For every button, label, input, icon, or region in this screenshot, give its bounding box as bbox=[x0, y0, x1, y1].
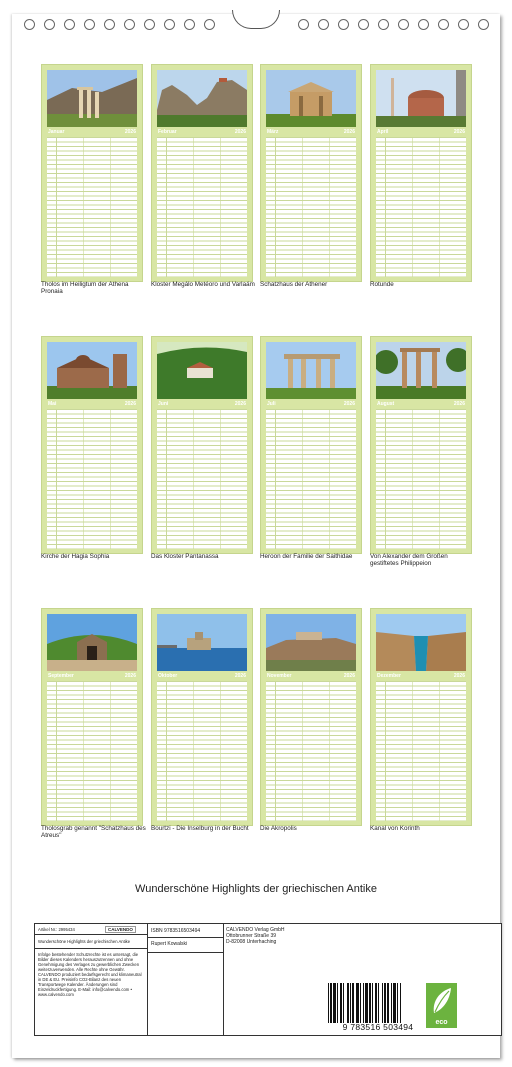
short-title: Wunderschöne Highlights der griechischen Antike bbox=[38, 939, 131, 944]
month-photo bbox=[157, 70, 247, 127]
binding-ring-icon bbox=[478, 19, 489, 30]
month-caption: Das Kloster Pantanassa bbox=[151, 553, 219, 560]
month-card-februar bbox=[151, 64, 253, 282]
month-year: 2026 bbox=[343, 129, 355, 135]
binding-ring-icon bbox=[104, 19, 115, 30]
eco-badge bbox=[426, 983, 457, 1028]
month-year: 2026 bbox=[453, 401, 465, 407]
month-card-dezember bbox=[370, 608, 472, 826]
author: Rupert Kowalski bbox=[151, 941, 188, 947]
month-photo bbox=[47, 614, 137, 671]
month-header bbox=[157, 129, 247, 136]
month-name: April bbox=[377, 129, 389, 135]
month-name: Oktober bbox=[158, 673, 178, 679]
month-header bbox=[266, 401, 356, 408]
month-photo bbox=[376, 614, 466, 671]
month-header bbox=[376, 129, 466, 136]
month-caption: Tholos im Heiligtum der Athena Pronaia bbox=[41, 281, 129, 296]
month-header bbox=[157, 401, 247, 408]
barcode-number: 9 783516 503494 bbox=[342, 1022, 414, 1032]
binding-ring-icon bbox=[318, 19, 329, 30]
binding-ring-icon bbox=[84, 19, 95, 30]
month-name: Mai bbox=[48, 401, 57, 407]
binding-ring-icon bbox=[44, 19, 55, 30]
publisher-street: Ottobrunner Straße 39 bbox=[226, 933, 277, 939]
day-grid bbox=[266, 409, 356, 549]
month-card-november bbox=[260, 608, 362, 826]
month-card-april bbox=[370, 64, 472, 282]
month-photo bbox=[266, 614, 356, 671]
publisher-logo: CALVENDO bbox=[105, 926, 136, 933]
binding-ring-icon bbox=[24, 19, 35, 30]
month-photo bbox=[376, 70, 466, 127]
binding-ring-icon bbox=[458, 19, 469, 30]
month-caption: Die Akropolis bbox=[260, 825, 297, 832]
month-caption: Bourtzi - Die Inselburg in der Bucht bbox=[151, 825, 249, 832]
binding-ring-icon bbox=[438, 19, 449, 30]
month-card-juli bbox=[260, 336, 362, 554]
calendar-title: Wunderschöne Highlights der griechischen Antike bbox=[135, 883, 377, 895]
month-caption: Kanal von Korinth bbox=[370, 825, 420, 832]
month-caption: Heroon der Familie der Saithidae bbox=[260, 553, 353, 560]
day-grid bbox=[157, 681, 247, 821]
binding-ring-icon bbox=[338, 19, 349, 30]
month-photo bbox=[47, 342, 137, 399]
month-header bbox=[157, 673, 247, 680]
month-header bbox=[376, 401, 466, 408]
month-year: 2026 bbox=[234, 673, 246, 679]
month-caption: Schatzhaus der Athener bbox=[260, 281, 328, 288]
binding-ring-icon bbox=[124, 19, 135, 30]
month-header bbox=[47, 129, 137, 136]
month-card-september bbox=[41, 608, 143, 826]
month-name: Juli bbox=[267, 401, 276, 407]
binding-ring-icon bbox=[358, 19, 369, 30]
month-caption: Von Alexander dem Großen gestiftetes Philippeion bbox=[370, 553, 448, 568]
month-card-januar bbox=[41, 64, 143, 282]
eco-label: eco bbox=[435, 1019, 448, 1026]
legal-text: Infolge bestehender Schutzrechte ist es untersagt, die Bilder dieses Kalenders herauszutrennen und ohne Genehmigung des Verlages zu gewerblichen Zwecken weiterzuverwenden. Alle Rechte ohne Gewähr. CALVENDO produziert bedarfsgerecht und klimaneutral in DE & EU. Preisinfo CO2-Bilanz des neuen Transportwege Kalender. Änderungen sind Einzeldruckfertigung. E-Mail: info@calvendo.com • www.calvendo.com bbox=[38, 952, 142, 997]
month-year: 2026 bbox=[234, 129, 246, 135]
binding-ring-icon bbox=[204, 19, 215, 30]
month-photo bbox=[266, 342, 356, 399]
month-card-august bbox=[370, 336, 472, 554]
month-name: Januar bbox=[48, 129, 65, 135]
month-header bbox=[266, 129, 356, 136]
month-year: 2026 bbox=[453, 129, 465, 135]
day-grid bbox=[47, 681, 137, 821]
hanger-hook bbox=[232, 10, 280, 29]
month-name: Juni bbox=[158, 401, 169, 407]
month-year: 2026 bbox=[343, 401, 355, 407]
month-name: März bbox=[267, 129, 279, 135]
month-caption: Kloster Megálo Metéoro und Varlaám bbox=[151, 281, 255, 288]
month-photo bbox=[376, 342, 466, 399]
leaf-icon bbox=[426, 983, 457, 1019]
day-grid bbox=[157, 137, 247, 277]
spiral-binding bbox=[0, 8, 512, 34]
month-name: Februar bbox=[158, 129, 177, 135]
month-photo bbox=[266, 70, 356, 127]
binding-ring-icon bbox=[164, 19, 175, 30]
binding-ring-icon bbox=[184, 19, 195, 30]
month-photo bbox=[157, 614, 247, 671]
day-grid bbox=[47, 137, 137, 277]
month-header bbox=[47, 401, 137, 408]
month-caption: Rotunde bbox=[370, 281, 394, 288]
article-number: Artikel Nr.: 2995434 bbox=[38, 927, 75, 932]
month-header bbox=[47, 673, 137, 680]
month-year: 2026 bbox=[234, 401, 246, 407]
binding-ring-icon bbox=[298, 19, 309, 30]
month-year: 2026 bbox=[124, 673, 136, 679]
month-card-märz bbox=[260, 64, 362, 282]
publisher-name: CALVENDO Verlag GmbH bbox=[226, 927, 285, 933]
binding-ring-icon bbox=[144, 19, 155, 30]
month-year: 2026 bbox=[124, 129, 136, 135]
month-caption: Tholosgrab genannt "Schatzhaus des Atreus" bbox=[41, 825, 146, 840]
month-card-mai bbox=[41, 336, 143, 554]
month-name: September bbox=[48, 673, 74, 679]
binding-ring-icon bbox=[378, 19, 389, 30]
month-year: 2026 bbox=[453, 673, 465, 679]
month-year: 2026 bbox=[343, 673, 355, 679]
barcode bbox=[326, 983, 430, 1023]
day-grid bbox=[376, 137, 466, 277]
month-name: August bbox=[377, 401, 395, 407]
month-name: November bbox=[267, 673, 292, 679]
month-name: Dezember bbox=[377, 673, 401, 679]
month-year: 2026 bbox=[124, 401, 136, 407]
binding-ring-icon bbox=[418, 19, 429, 30]
month-card-juni bbox=[151, 336, 253, 554]
publisher-city: D-82008 Unterhaching bbox=[226, 939, 277, 945]
day-grid bbox=[376, 681, 466, 821]
day-grid bbox=[266, 681, 356, 821]
month-card-oktober bbox=[151, 608, 253, 826]
month-caption: Kirche der Hagia Sophia bbox=[41, 553, 110, 560]
day-grid bbox=[376, 409, 466, 549]
month-photo bbox=[157, 342, 247, 399]
day-grid bbox=[157, 409, 247, 549]
day-grid bbox=[47, 409, 137, 549]
isbn: ISBN 9783516503494 bbox=[151, 928, 201, 934]
binding-ring-icon bbox=[398, 19, 409, 30]
day-grid bbox=[266, 137, 356, 277]
binding-ring-icon bbox=[64, 19, 75, 30]
month-header bbox=[266, 673, 356, 680]
month-header bbox=[376, 673, 466, 680]
month-photo bbox=[47, 70, 137, 127]
